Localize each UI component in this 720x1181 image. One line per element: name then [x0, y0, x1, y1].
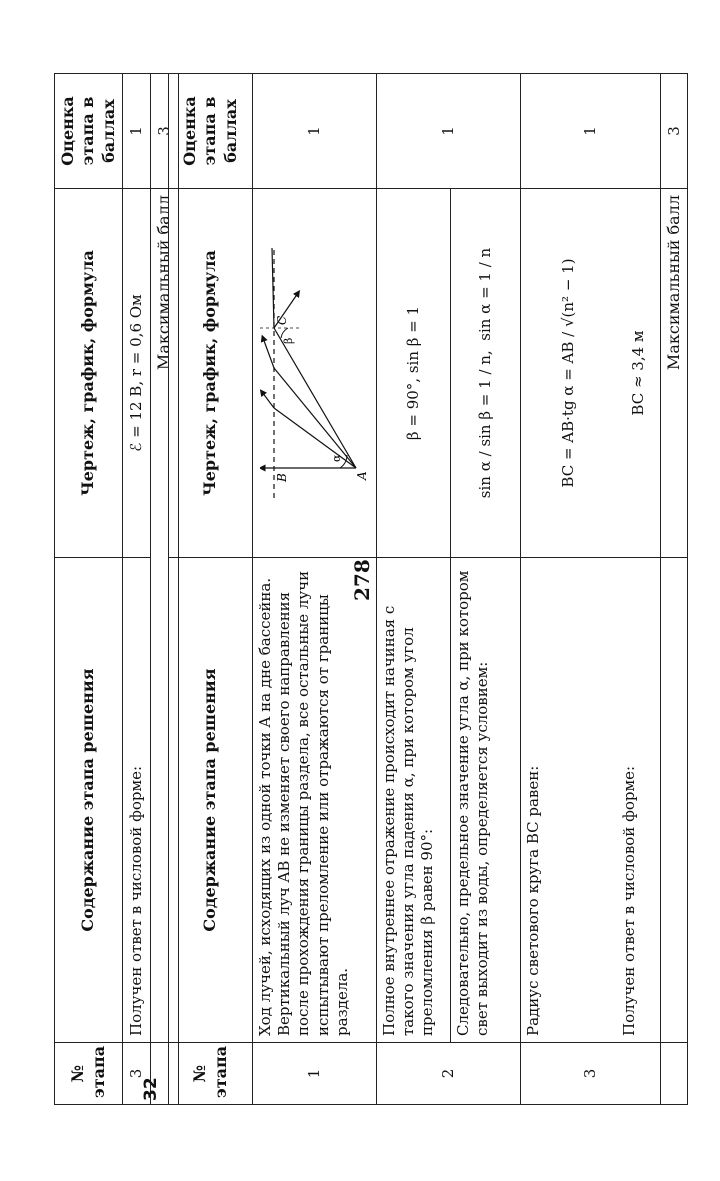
ray-mid-2 [274, 368, 356, 468]
row3-content: Радиус светового круга BC равен: [521, 558, 617, 1043]
table-top [54, 73, 179, 1105]
row3b-content: Получен ответ в числовой форме: [617, 558, 661, 1043]
header2-stage-no: № этапа [169, 1043, 253, 1105]
row3-formula: BC = AB·tg α = AB / √(n² − 1) [521, 189, 617, 558]
main-max-score: 3 [661, 74, 688, 189]
top-formula: ℰ = 12 В, r = 0,6 Ом [123, 189, 151, 558]
ray-mid-1 [274, 408, 356, 468]
header-score: Оценка этапа в баллах [55, 74, 123, 189]
row2b-formula-suffix: sin α = 1 / n [475, 247, 494, 341]
row3-score: 1 [521, 74, 661, 189]
header-stage-no: № этапа [55, 1043, 123, 1105]
row2b-content: Следовательно, предельное значение угла α, при котором свет выходит из воды, определяется условием: [451, 558, 521, 1043]
label-b: B [274, 473, 289, 482]
diagram-cell [253, 189, 377, 558]
header2-formula: Чертеж, график, формула [169, 189, 253, 558]
top-max-score: 3 [151, 74, 178, 189]
top-content: Получен ответ в числовой форме: [123, 558, 151, 1043]
row2-formula: β = 90°, sin β = 1 [377, 189, 451, 558]
row2-stage: 2 [377, 1043, 521, 1105]
header-content: Содержание этапа решения [55, 558, 123, 1043]
row2b-formula-prefix: sin α / sin β = 1 / n [475, 355, 494, 499]
ray-mid-1-out [262, 392, 274, 408]
row1-content: Ход лучей, исходящих из одной точки A на дне бассейна. Вертикальный луч AB не изменяет своего направления после прохождения границы раздела, все остальные лучи испытывают преломление или отражаются от границы раздела. [253, 558, 377, 1043]
main-max-label: Максимальный балл [661, 189, 688, 558]
label-a: A [354, 471, 369, 480]
header2-content: Содержание этапа решения [169, 558, 253, 1043]
label-c: C [274, 315, 289, 325]
label-alpha: α [329, 454, 343, 462]
header2-score: Оценка этапа в баллах [169, 74, 253, 189]
row3-stage: 3 [521, 1043, 661, 1105]
row2-score: 1 [377, 74, 521, 189]
ray-ac [274, 328, 356, 468]
row3b-formula: BC ≈ 3,4 м [617, 189, 661, 558]
header-formula: Чертеж, график, формула [55, 189, 123, 558]
refraction-diagram [260, 228, 370, 518]
top-max-label: Максимальный балл [151, 189, 178, 1043]
label-beta: β [281, 337, 295, 344]
row2b-formula: sin α / sin β = 1 / n, sin α = 1 / n [451, 189, 521, 558]
section-number: 32 [141, 1077, 161, 1101]
table-main [168, 73, 688, 1105]
ray-mid-2-out [263, 338, 274, 368]
top-stage: 3 [123, 1043, 151, 1105]
row1-score: 1 [253, 74, 377, 189]
page-number: 278 [350, 559, 374, 601]
top-score: 1 [123, 74, 151, 189]
row2-content: Полное внутреннее отражение происходит начиная с такого значения угла падения α, при котором угол преломления β равен 90°: [377, 558, 451, 1043]
row1-stage: 1 [253, 1043, 377, 1105]
angle-beta-arc [281, 328, 288, 338]
